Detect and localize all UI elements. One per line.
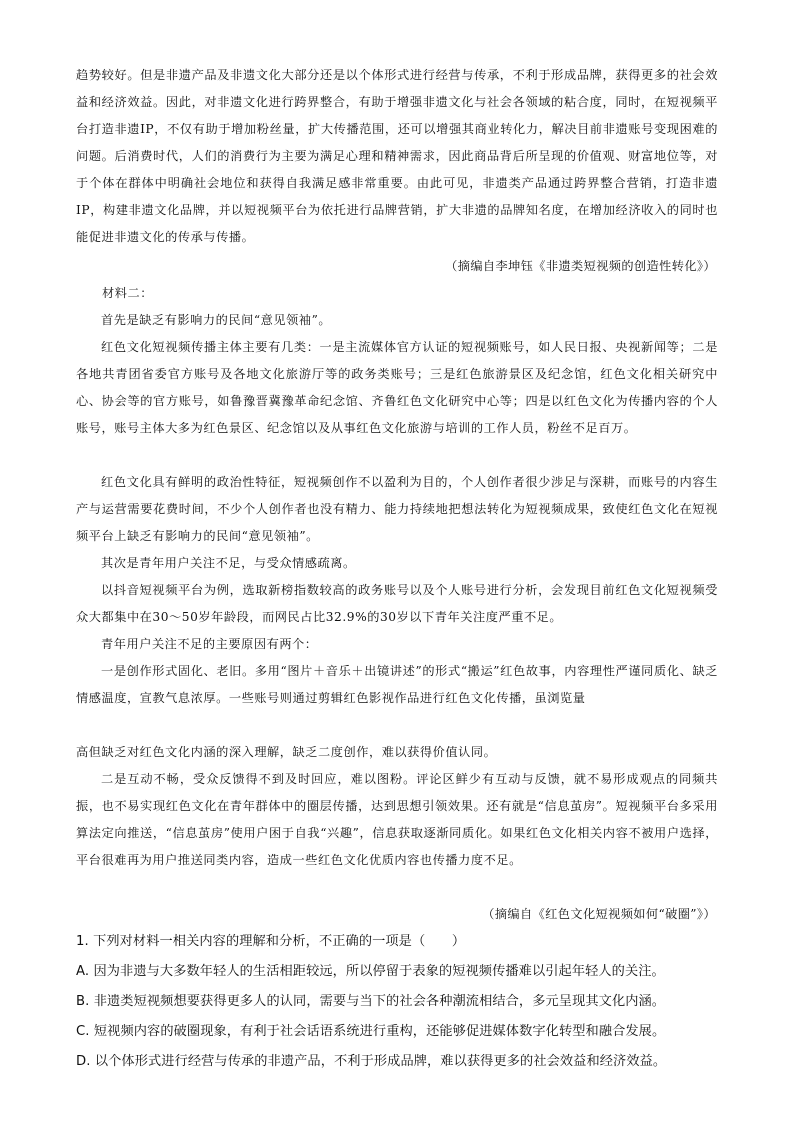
material2-paragraph-7-part2: 高但缺乏对红色文化内涵的深入理解，缺乏二度创作，难以获得价值认同。 [76,745,497,759]
material2-paragraph-1: 首先是缺乏有影响力的民间“意见领袖”。 [101,313,332,327]
question-1 [76,927,726,1077]
option-c[interactable]: C. 短视频内容的破圈现象，有利于社会话语系统进行重构，还能够促进媒体数字化转型和融合发展。 [76,1024,666,1039]
material2-paragraph-3: 红色文化具有鲜明的政治性特征，短视频创作不以盈利为目的，个人创作者很少涉足与深耕，而账号的内容生产与运营需要花费时间，不少个人创作者也没有精力、能力持续地把想法转化为短视频成果，致使红色文化在短视频平台上缺乏有影响力的民间“意见领袖”。 [76,475,718,543]
material1-paragraph: 趋势较好。但是非遗产品及非遗文化大部分还是以个体形式进行经营与传承，不利于形成品牌，获得更多的社会效益和经济效益。因此，对非遗文化进行跨界整合，有助于增强非遗文化与社会各领域的粘合度，同时，在短视频平台打造非遗IP，不仅有助于增加粉丝量，扩大传播范围，还可以增强其商业转化力，解决目前非遗账号变现困难的问题。后消费时代，人们的消费行为主要为满足心理和精神需求，因此商品背后所呈现的价值观、财富地位等，对于个体在群体中明确社会地位和获得自我满足感非常重要。由此可见，非遗类产品通过跨界整合营销，打造非遗IP，构建非遗文化品牌，并以短视频平台为依托进行品牌营销，扩大非遗的品牌知名度，在增加经济收入的同时也能促进非遗文化的传承与传播。 [76,68,718,244]
option-b[interactable]: B. 非遗类短视频想要获得更多人的认同，需要与当下的社会各种潮流相结合，多元呈现其文化内涵。 [76,994,666,1009]
material2-source: （摘编自《红色文化短视频如何“破圈”》） [482,907,716,921]
option-a[interactable]: A. 因为非遗与大多数年轻人的生活相距较远，所以停留于表象的短视频传播难以引起年轻人的关注。 [76,964,665,979]
material1-source: （摘编自李坤钰《非遗类短视频的创造性转化》） [445,259,716,273]
material2-label: 材料二： [102,286,153,300]
question-stem: 1. 下列对材料一相关内容的理解和分析，不正确的一项是（ ） [76,934,466,949]
material2-paragraph-5: 以抖音短视频平台为例，选取新榜指数较高的政务账号以及个人账号进行分析，会发现目前红色文化短视频受众大都集中在30～50岁年龄段，而网民占比32.9%的30岁以下青年关注度严重不足。 [76,583,718,624]
material2-paragraph-4: 其次是青年用户关注不足，与受众情感疏离。 [101,556,356,570]
material2-paragraph-8: 二是互动不畅，受众反馈得不到及时回应，难以图粉。评论区鲜少有互动与反馈，就不易形成观点的同频共振，也不易实现红色文化在青年群体中的圈层传播，达到思想引领效果。还有就是“信息茧房”。短视频平台多采用算法定向推送，“信息茧房”使用户困于自我“兴趣”，信息获取逐渐同质化。如果红色文化相关内容不被用户选择，平台很难再为用户推送同类内容，造成一些红色文化优质内容也传播力度不足。 [76,772,718,867]
material2-paragraph-2: 红色文化短视频传播主体主要有几类：一是主流媒体官方认证的短视频账号，如人民日报、央视新闻等；二是各地共青团省委官方账号及各地文化旅游厅等的政务类账号；三是红色旅游景区及纪念馆，红色文化相关研究中心、协会等的官方账号，如鲁豫晋冀豫革命纪念馆、齐鲁红色文化研究中心等；四是以红色文化为传播内容的个人账号，账号主体大多为红色景区、纪念馆以及从事红色文化旅游与培训的工作人员，粉丝不足百万。 [76,340,718,435]
option-d[interactable]: D. 以个体形式进行经营与传承的非遗产品，不利于形成品牌，难以获得更多的社会效益和经济效益。 [76,1054,667,1069]
material2-paragraph-7-part1: 一是创作形式固化、老旧。多用“图片＋音乐＋出镜讲述”的形式“搬运”红色故事，内容理性严谨同质化、缺乏情感温度，宣教气息浓厚。一些账号则通过剪辑红色影视作品进行红色文化传播，虽浏览量 [76,664,718,705]
material2-paragraph-6: 青年用户关注不足的主要原因有两个： [101,637,318,651]
